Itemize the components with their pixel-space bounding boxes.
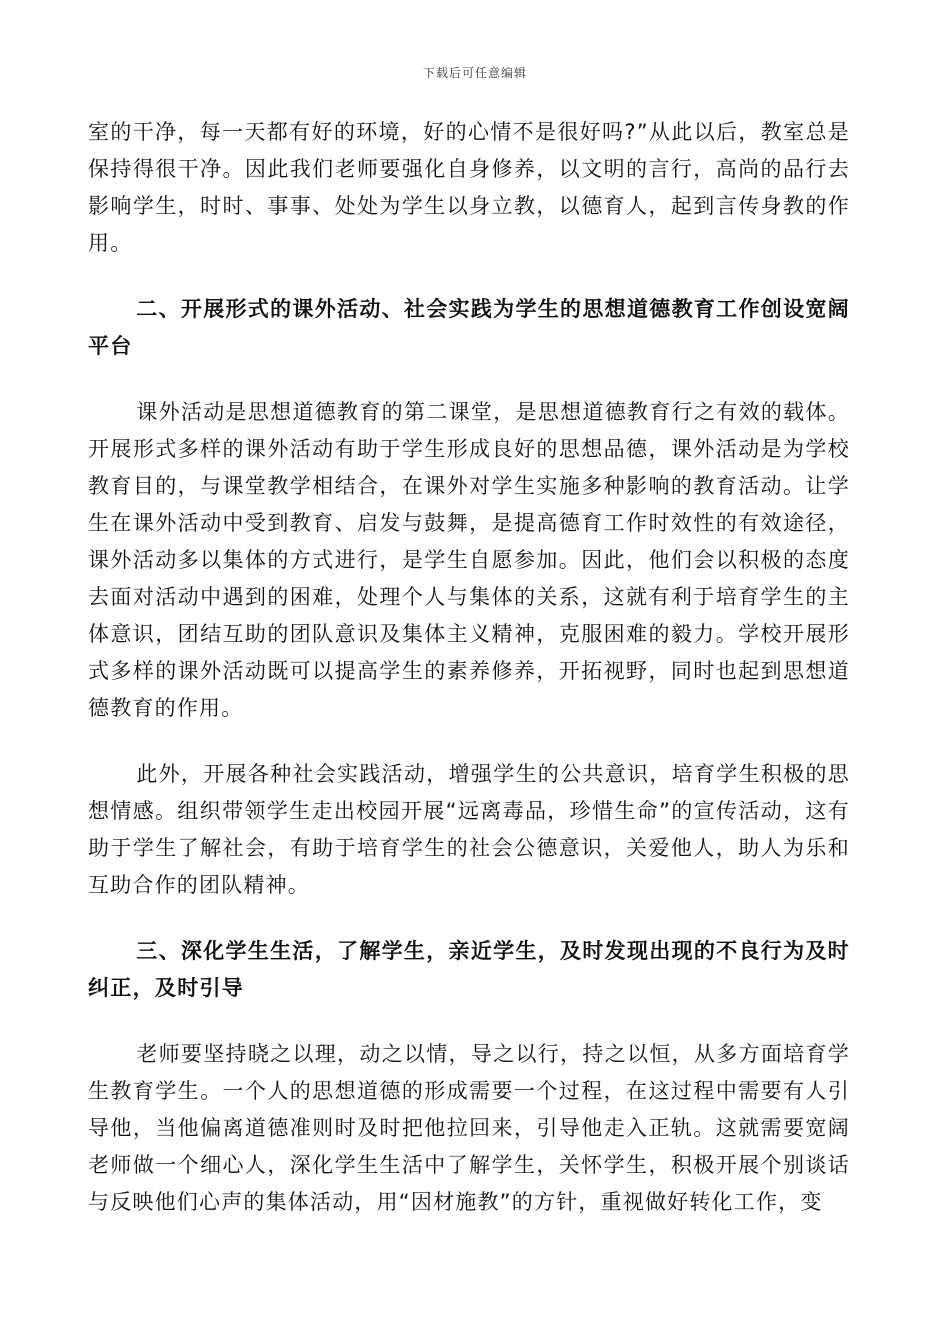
spacer [88, 727, 850, 756]
section-heading-3: 三、深化学生生活，了解学生，亲近学生，及时发现出现的不良行为及时纠正，及时引导 [88, 939, 850, 1000]
spacer [88, 904, 850, 933]
spacer [88, 262, 850, 291]
paragraph-teacher-guidance: 老师要坚持晓之以理，动之以情，导之以行，持之以恒，从多方面培育学生教育学生。一个人的思想道德的形成需要一个过程，在这过程中需要有人引导他，当他偏离道德准则时及时把他拉回来，引导他走入正轨。这就需要宽阔老师做一个细心人，深化学生生活中了解学生，关怀学生，积极开展个别谈话与反映他们心声的集体活动，用“因材施教”的方针，重视做好转化工作，变 [88, 1042, 850, 1214]
section-heading-2: 二、开展形式的课外活动、社会实践为学生的思想道德教育工作创设宽阔平台 [88, 297, 850, 358]
page-header: 下载后可任意编辑 [422, 66, 527, 80]
document-body [88, 114, 850, 1221]
paragraph-continuation: 室的干净，每一天都有好的环境，好的心情不是很好吗?”从此以后，教室总是保持得很干净。因此我们老师要强化自身修养，以文明的言行，高尚的品行去影响学生，时时、事事、处处为学生以身立教，以德育人，起到言传身教的作用。 [88, 120, 850, 255]
spacer [88, 1007, 850, 1036]
paragraph-extracurricular: 课外活动是思想道德教育的第二课堂，是思想道德教育行之有效的载体。开展形式多样的课外活动有助于学生形成良好的思想品德，课外活动是为学校教育目的，与课堂教学相结合，在课外对学生实施多种影响的教育活动。让学生在课外活动中受到教育、启发与鼓舞，是提高德育工作时效性的有效途径，课外活动多以集体的方式进行，是学生自愿参加。因此，他们会以积极的态度去面对活动中遇到的困难，处理个人与集体的关系，这就有利于培育学生的主体意识，团结互助的团队意识及集体主义精神，克服困难的毅力。学校开展形式多样的课外活动既可以提高学生的素养修养，开拓视野，同时也起到思想道德教育的作用。 [88, 400, 850, 720]
paragraph-social-practice: 此外，开展各种社会实践活动，增强学生的公共意识，培育学生积极的思想情感。组织带领学生走出校园开展“远离毒品，珍惜生命”的宣传活动，这有助于学生了解社会，有助于培育学生的社会公德意识，关爱他人，助人为乐和互助合作的团队精神。 [88, 762, 850, 897]
spacer [88, 365, 850, 394]
